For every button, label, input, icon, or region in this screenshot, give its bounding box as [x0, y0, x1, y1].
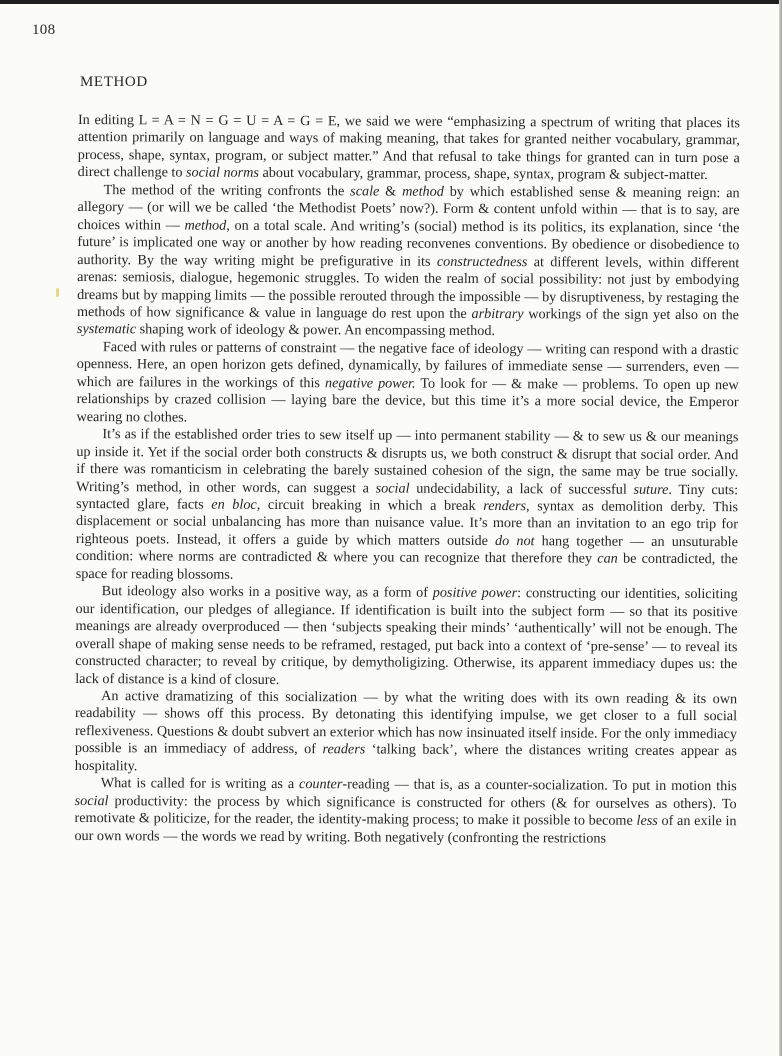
italic-phrase: do not	[495, 532, 535, 550]
italic-phrase: systematic	[76, 321, 137, 338]
text-run: Faced with rules or patterns of constraint — the negative face of ideology — writing can respond with a drastic openness. Here, an open horizon gets defined, dynamically, by failures of immediate sense — surrenders, even — which are failures in the workings of this	[76, 339, 739, 392]
text-run: , syntax as demolition derby. This displacement or social unbalancing has more than nuisance value. It’s more than an invitation to an ego trip for righteous poets. Instead, it offers a guide by which matters outside	[75, 498, 739, 549]
text-run: by which established sense & meaning reign: an allegory — (or will we be called ‘the Methodist Poets’ now?). Form & content unfold within — that is to say, are choices within —	[77, 183, 740, 234]
text-run: &	[379, 183, 403, 200]
text-run: , circuit breaking in which a break	[256, 496, 484, 514]
text-run: be contradicted, the space for reading blossoms.	[75, 550, 738, 583]
italic-phrase: less	[636, 812, 658, 829]
section-heading: METHOD	[80, 74, 148, 90]
paragraph-5	[75, 583, 738, 691]
italic-phrase: can	[597, 550, 618, 567]
italic-phrase: suture	[633, 481, 669, 498]
text-run: What is called for is writing as a	[100, 775, 300, 793]
paragraph-3	[76, 339, 738, 429]
text-run: ‘talking back’, where the distances writing creates appear as hospitality.	[74, 741, 737, 775]
italic-phrase: en bloc	[211, 496, 257, 513]
paragraph-1	[78, 112, 740, 185]
text-run: But ideology also works in a positive way, as a form of	[101, 583, 433, 601]
text-run: . Tiny cuts: syntacted glare, facts	[76, 481, 739, 513]
italic-phrase: arbitrary	[471, 305, 524, 323]
text-run: An active dramatizing of this socialization — by what the writing does with its own reading & its own readability — shows off this process. By detonating this identifying impulse, we get closer to a full social reflexiveness. Questions & doubt subvert an exterior which has now insinuated itself inside. For the only immediacy possible is an immediacy of address, of	[74, 688, 738, 758]
paragraph-4	[76, 426, 739, 586]
italic-phrase: readers	[322, 741, 366, 758]
italic-phrase: counter	[299, 776, 343, 793]
text-run: To look for — & make — problems. To open up new relationships by crazed collision — laying bare the device, but this time it’s a more social device, the Emperor wearing no clothes.	[76, 375, 739, 426]
italic-phrase: method	[402, 183, 444, 200]
italic-phrase: social	[74, 792, 109, 809]
text-run: -reading — that is, as a counter-socialization. To put in motion this	[342, 776, 737, 795]
paragraph-6	[75, 688, 737, 778]
scan-top-edge	[0, 0, 782, 4]
text-run: workings of the sign yet also on the	[523, 306, 740, 324]
text-run: undecidability, a lack of successful	[409, 480, 634, 498]
paragraph-7	[74, 775, 736, 848]
body-text	[74, 112, 740, 848]
text-run: In editing L = A = N = G = U = A = G = E, we said we were “emphasizing a spectrum of writing that places its attention primarily on language and ways of making meaning, that takes for granted neither vocabulary, grammar, process, shape, syntax, program, or subject matter.” And that refusal to take things for granted can in turn pose a direct challenge to	[77, 112, 740, 181]
text-run: : constructing our identities, soliciting our identification, our pledges of allegiance. If identification is built into the subject form — so that its positive meanings are already overproduced — then ‘subjects speaking their minds’ ‘authentically’ will not be enough. The overall shape of making sense needs to be reframed, restaged, put back into a context of ‘pre-sense’ — to reveal its constructed character; to reveal by critique, by demytholigizing. Otherwise, its apparent immediacy dupes us: the lack of distance is a kind of closure.	[75, 585, 738, 688]
italic-phrase: renders	[483, 497, 527, 515]
text-run: about vocabulary, grammar, process, shape, syntax, program & subject-matter.	[258, 165, 708, 184]
italic-phrase: negative power.	[324, 375, 416, 392]
text-run: , on a total scale. And writing’s (social) method is its politics, its explanation, since ‘the future’ is implicated one way or another by how reading reconvenes conventions. By obedience or disobedience to authority. By the way writing might be prefigurative in its	[77, 217, 740, 270]
paragraph-2	[77, 182, 740, 342]
paper-mark	[56, 288, 59, 297]
text-run: The method of the writing confronts the	[103, 181, 351, 200]
italic-phrase: method	[184, 217, 227, 234]
page-number: 108	[32, 22, 56, 38]
text-run: productivity: the process by which significance is constructed for others (& for ourselves as others). To remotivate & politicize, for the reader, the identity-making process; to make it possible to become	[74, 792, 737, 829]
italic-phrase: social	[375, 479, 410, 497]
italic-phrase: constructedness	[436, 253, 528, 270]
text-run: at different levels, within different arenas: semiosis, dialogue, hegemonic struggles. To widen the realm of social possibility: not just by embodying dreams but by mapping limits — the possible rerouted through the impossible — by disruptiveness, by restaging the methods of how significance & value in language do rest upon the	[76, 253, 740, 322]
italic-phrase: positive power	[432, 584, 518, 602]
text-run: of an exile in our own words — the words we read by writing. Both negatively (confronting the restrictions	[74, 812, 737, 847]
italic-phrase: social norms	[185, 164, 259, 182]
italic-phrase: scale	[350, 183, 380, 200]
text-run: It’s as if the established order tries to sew itself up — into permanent stability — & to sew us & our meanings up inside it. Yet if the social order both constructs & disrupts us, we both construct & disrupt that social order. And if there was romanticism in celebrating the barely sustained cohesion of the sign, the same may be true socially. Writing’s method, in other words, can suggest a	[76, 426, 739, 496]
text-run: hang together — an unsuturable condition: where norms are contradicted & where you can recognize that therefore they	[75, 533, 738, 567]
text-run: shaping work of ideology & power. An encompassing method.	[136, 321, 496, 340]
